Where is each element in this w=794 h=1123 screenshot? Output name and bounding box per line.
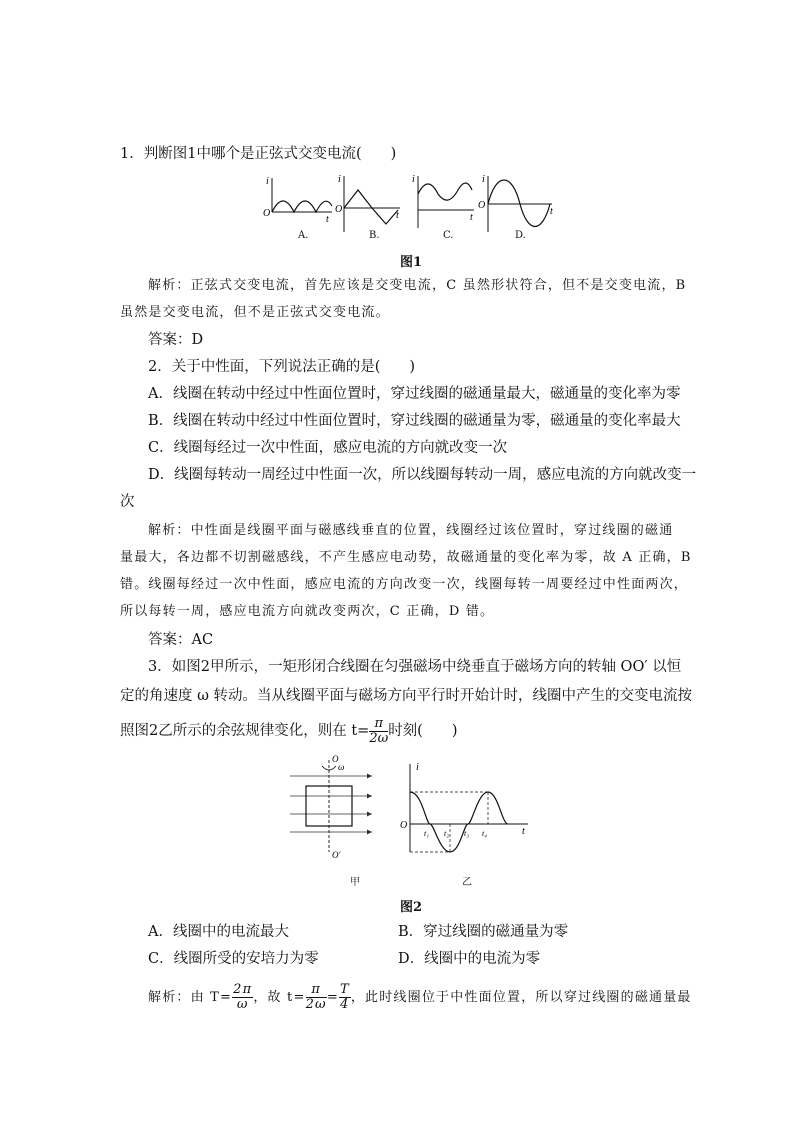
q3-analysis-frac-1	[232, 983, 253, 1012]
fig1-d-axis-o: O	[478, 200, 486, 211]
q3-analysis-mid: ，故 t=	[253, 990, 306, 1005]
q3-stem-fraction-den: 2ω	[369, 730, 389, 746]
q1-analysis-1: 解析：正弦式交变电流，首先应该是交变电流，C 虽然形状符合，但不是交变电流，B	[148, 278, 687, 293]
fig1-a-axis-t: t	[326, 214, 329, 225]
fig1-label-b: B.	[369, 230, 380, 241]
fig1-graph-b	[335, 174, 400, 232]
fig2-yi-i: i	[416, 762, 419, 773]
q1-answer: 答案：D	[148, 332, 204, 348]
q2-analysis-3: 错。线圈每经过一次中性面，感应电流的方向改变一次，线圈每转一周要经过中性面两次，	[120, 577, 689, 592]
q2-analysis-2: 量最大，各边都不切割磁感线，不产生感应电动势，故磁通量的变化率为零，故 A 正确，B	[120, 550, 692, 565]
q2-option-d-2: 次	[120, 494, 135, 510]
fig2-yi-tick-t1: t₁	[424, 829, 430, 838]
fig1-label-a: A.	[298, 230, 309, 241]
q3-analysis-post: ，此时线圈位于中性面位置，所以穿过线圈的磁通量最	[350, 990, 692, 1005]
fig1-b-axis-o: O	[335, 204, 343, 215]
fig2-jia-o: O	[332, 754, 339, 764]
fig1-c-axis-i: i	[412, 174, 415, 185]
q3-option-a: A．线圈中的电流最大	[148, 924, 289, 940]
fig1-caption: 图1	[400, 255, 423, 270]
fig1-graph-a	[263, 176, 332, 225]
q3-stem-2: 定的角速度 ω 转动。当从线圈平面与磁场方向平行时开始计时，线圈中产生的交变电流按	[120, 688, 693, 704]
fig1-label-d: D.	[515, 230, 526, 241]
fig1-a-axis-o: O	[263, 208, 271, 219]
q3-analysis-frac-2-den: 2ω	[305, 997, 327, 1012]
figure-2-jia	[288, 752, 378, 862]
cosine-curve	[410, 792, 508, 852]
fig2-yi-tick-t4: t₄	[482, 829, 488, 838]
q2-stem: 2．关于中性面，下列说法正确的是( )	[148, 359, 416, 375]
fig1-b-axis-t: t	[396, 210, 399, 221]
fig2-yi-tick-t3: t₃	[464, 829, 470, 838]
fig1-c-axis-t: t	[470, 212, 473, 223]
q3-analysis-frac-1-den: ω	[236, 997, 249, 1012]
fig1-b-axis-i: i	[338, 174, 341, 185]
q3-analysis-frac-2-num: π	[306, 983, 327, 998]
q3-option-b: B．穿过线圈的磁通量为零	[398, 924, 569, 940]
q3-analysis-frac-1-num: 2π	[233, 982, 253, 997]
q2-option-c: C．线圈每经过一次中性面，感应电流的方向就改变一次	[148, 440, 508, 456]
q3-analysis-eq: =	[326, 990, 339, 1005]
q3-analysis-frac-3-num: T	[339, 982, 350, 997]
q3-stem-3-post: 时刻( )	[388, 723, 458, 739]
q3-option-d: D．线圈中的电流为零	[398, 951, 541, 967]
fig2-caption: 图2	[400, 900, 423, 915]
fig2-jia-o-prime: O′	[332, 850, 341, 860]
q3-stem-fraction-num: π	[369, 717, 388, 732]
figure-2-yi	[398, 760, 548, 860]
q2-analysis-4: 所以每转一周，感应电流方向就改变两次，C 正确，D 错。	[120, 604, 495, 619]
fig1-a-axis-i: i	[266, 176, 269, 187]
fig2-label-yi: 乙	[462, 877, 472, 888]
q1-stem: 1．判断图1中哪个是正弦式交变电流( )	[120, 146, 397, 162]
fig2-yi-tick-t2: t₂	[444, 829, 450, 838]
q2-option-d-1: D．线圈每转动一周经过中性面一次，所以线圈每转动一周，感应电流的方向就改变一	[148, 467, 697, 483]
q2-answer: 答案：AC	[148, 632, 214, 648]
fig1-label-c: C.	[443, 230, 454, 241]
fig1-d-axis-t: t	[550, 206, 553, 217]
fig1-d-axis-i: i	[482, 174, 485, 185]
q2-option-b: B．线圈在转动中经过中性面位置时，穿过线圈的磁通量为零，磁通量的变化率最大	[148, 413, 681, 429]
q3-option-c: C．线圈所受的安培力为零	[148, 951, 319, 967]
fig1-graph-d	[478, 174, 553, 232]
fig2-yi-o: O	[400, 820, 408, 831]
q2-option-a: A．线圈在转动中经过中性面位置时，穿过线圈的磁通量最大，磁通量的变化率为零	[148, 386, 681, 402]
fig2-label-jia: 甲	[350, 877, 360, 888]
q3-stem-3-pre: 照图2乙所示的余弦规律变化，则在 t=	[120, 723, 370, 739]
q3-analysis-pre: 解析：由 T=	[148, 990, 233, 1005]
fig2-jia-omega: ω	[338, 762, 345, 772]
q3-analysis	[148, 982, 692, 1014]
q3-stem-1: 3．如图2甲所示，一矩形闭合线圈在匀强磁场中绕垂直于磁场方向的转轴 OO′ 以恒	[148, 659, 682, 675]
q2-analysis-1: 解析：中性面是线圈平面与磁感线垂直的位置，线圈经过该位置时，穿过线圈的磁通	[148, 523, 674, 538]
q3-analysis-frac-3-den: 4	[340, 997, 350, 1012]
fig2-yi-t: t	[522, 826, 525, 837]
q3-stem-fraction	[369, 717, 388, 746]
magnetic-field-lines	[290, 774, 372, 835]
figure-1	[262, 172, 582, 242]
q3-stem-3	[120, 716, 458, 746]
q3-analysis-frac-3	[339, 983, 351, 1012]
fig1-graph-c	[412, 174, 474, 228]
q3-analysis-frac-2	[306, 983, 327, 1012]
q1-analysis-2: 虽然是交变电流，但不是正弦式交变电流。	[120, 305, 390, 320]
